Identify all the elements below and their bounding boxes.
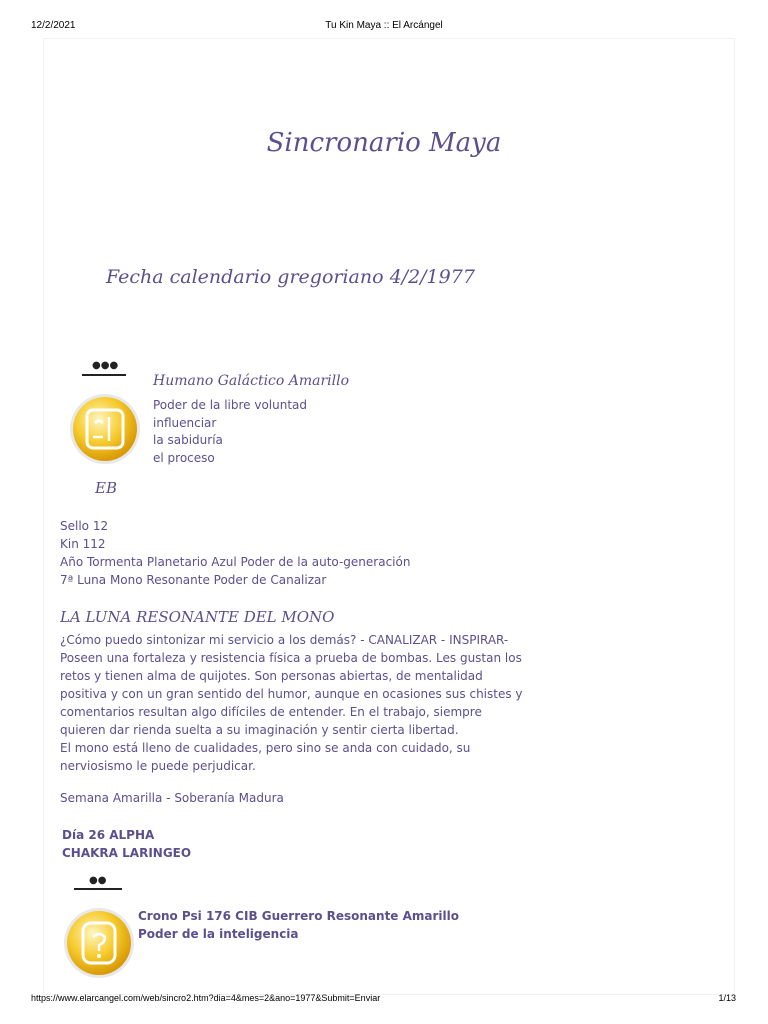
crono-title: Crono Psi 176 CIB Guerrero Resonante Amarillo [138, 909, 460, 923]
print-page-title: Tu Kin Maya :: El Arcángel [325, 20, 443, 31]
tone-dots: ●●● [92, 360, 119, 371]
print-date: 12/2/2021 [31, 20, 76, 31]
paragraph-line: comentarios resultan algo difíciles de entender. En el trabajo, siempre [60, 705, 482, 719]
crono-tone-bar [74, 888, 122, 890]
kin-name: Humano Galáctico Amarillo [153, 373, 350, 389]
paragraph-line: Poseen una fortaleza y resistencia física a prueba de bombas. Les gustan los [60, 651, 522, 665]
page-title: Sincronario Maya [266, 128, 502, 158]
crono-tone-dots: ●● [89, 875, 107, 886]
print-url: https://www.elarcangel.com/web/sincro2.htm?dia=4&mes=2&ano=1977&Submit=Enviar [31, 993, 381, 1003]
paragraph-line: retos y tienen alma de quijotes. Son personas abiertas, de mentalidad [60, 669, 483, 683]
gregorian-date: Fecha calendario gregoriano 4/2/1977 [106, 266, 475, 288]
description-paragraph [60, 631, 560, 775]
kin-line: el proceso [153, 451, 215, 465]
year-info: Año Tormenta Planetario Azul Poder de la auto-generación [60, 555, 411, 569]
print-page-number: 1/13 [718, 993, 736, 1003]
paragraph-line: positiva y con un gran sentido del humor, aunque en ocasiones sus chistes y [60, 687, 523, 701]
day-info: Día 26 ALPHA [62, 828, 155, 842]
moon-heading: LA LUNA RESONANTE DEL MONO [60, 608, 335, 626]
moon-info: 7ª Luna Mono Resonante Poder de Canalizar [60, 573, 327, 587]
week-info: Semana Amarilla - Soberanía Madura [60, 791, 284, 805]
human-glyph-icon [69, 393, 141, 465]
paragraph-line: quieren dar rienda suelta a su imaginación y sentir cierta libertad. [60, 723, 459, 737]
sello-number: Sello 12 [60, 519, 109, 533]
chakra-info: CHAKRA LARINGEO [62, 846, 192, 860]
paragraph-line: nerviosismo le puede perjudicar. [60, 759, 256, 773]
kin-number: Kin 112 [60, 537, 106, 551]
kin-line: influenciar [153, 416, 217, 430]
paragraph-line: ¿Cómo puedo sintonizar mi servicio a los demás? - CANALIZAR - INSPIRAR- [60, 633, 509, 647]
glyph-label: EB [95, 479, 117, 497]
crono-power: Poder de la inteligencia [138, 927, 299, 941]
warrior-glyph-icon [63, 907, 135, 979]
kin-line: Poder de la libre voluntad [153, 398, 308, 412]
kin-line: la sabiduría [153, 433, 223, 447]
tone-bar [82, 374, 126, 376]
paragraph-line: El mono está lleno de cualidades, pero sino se anda con cuidado, su [60, 741, 471, 755]
